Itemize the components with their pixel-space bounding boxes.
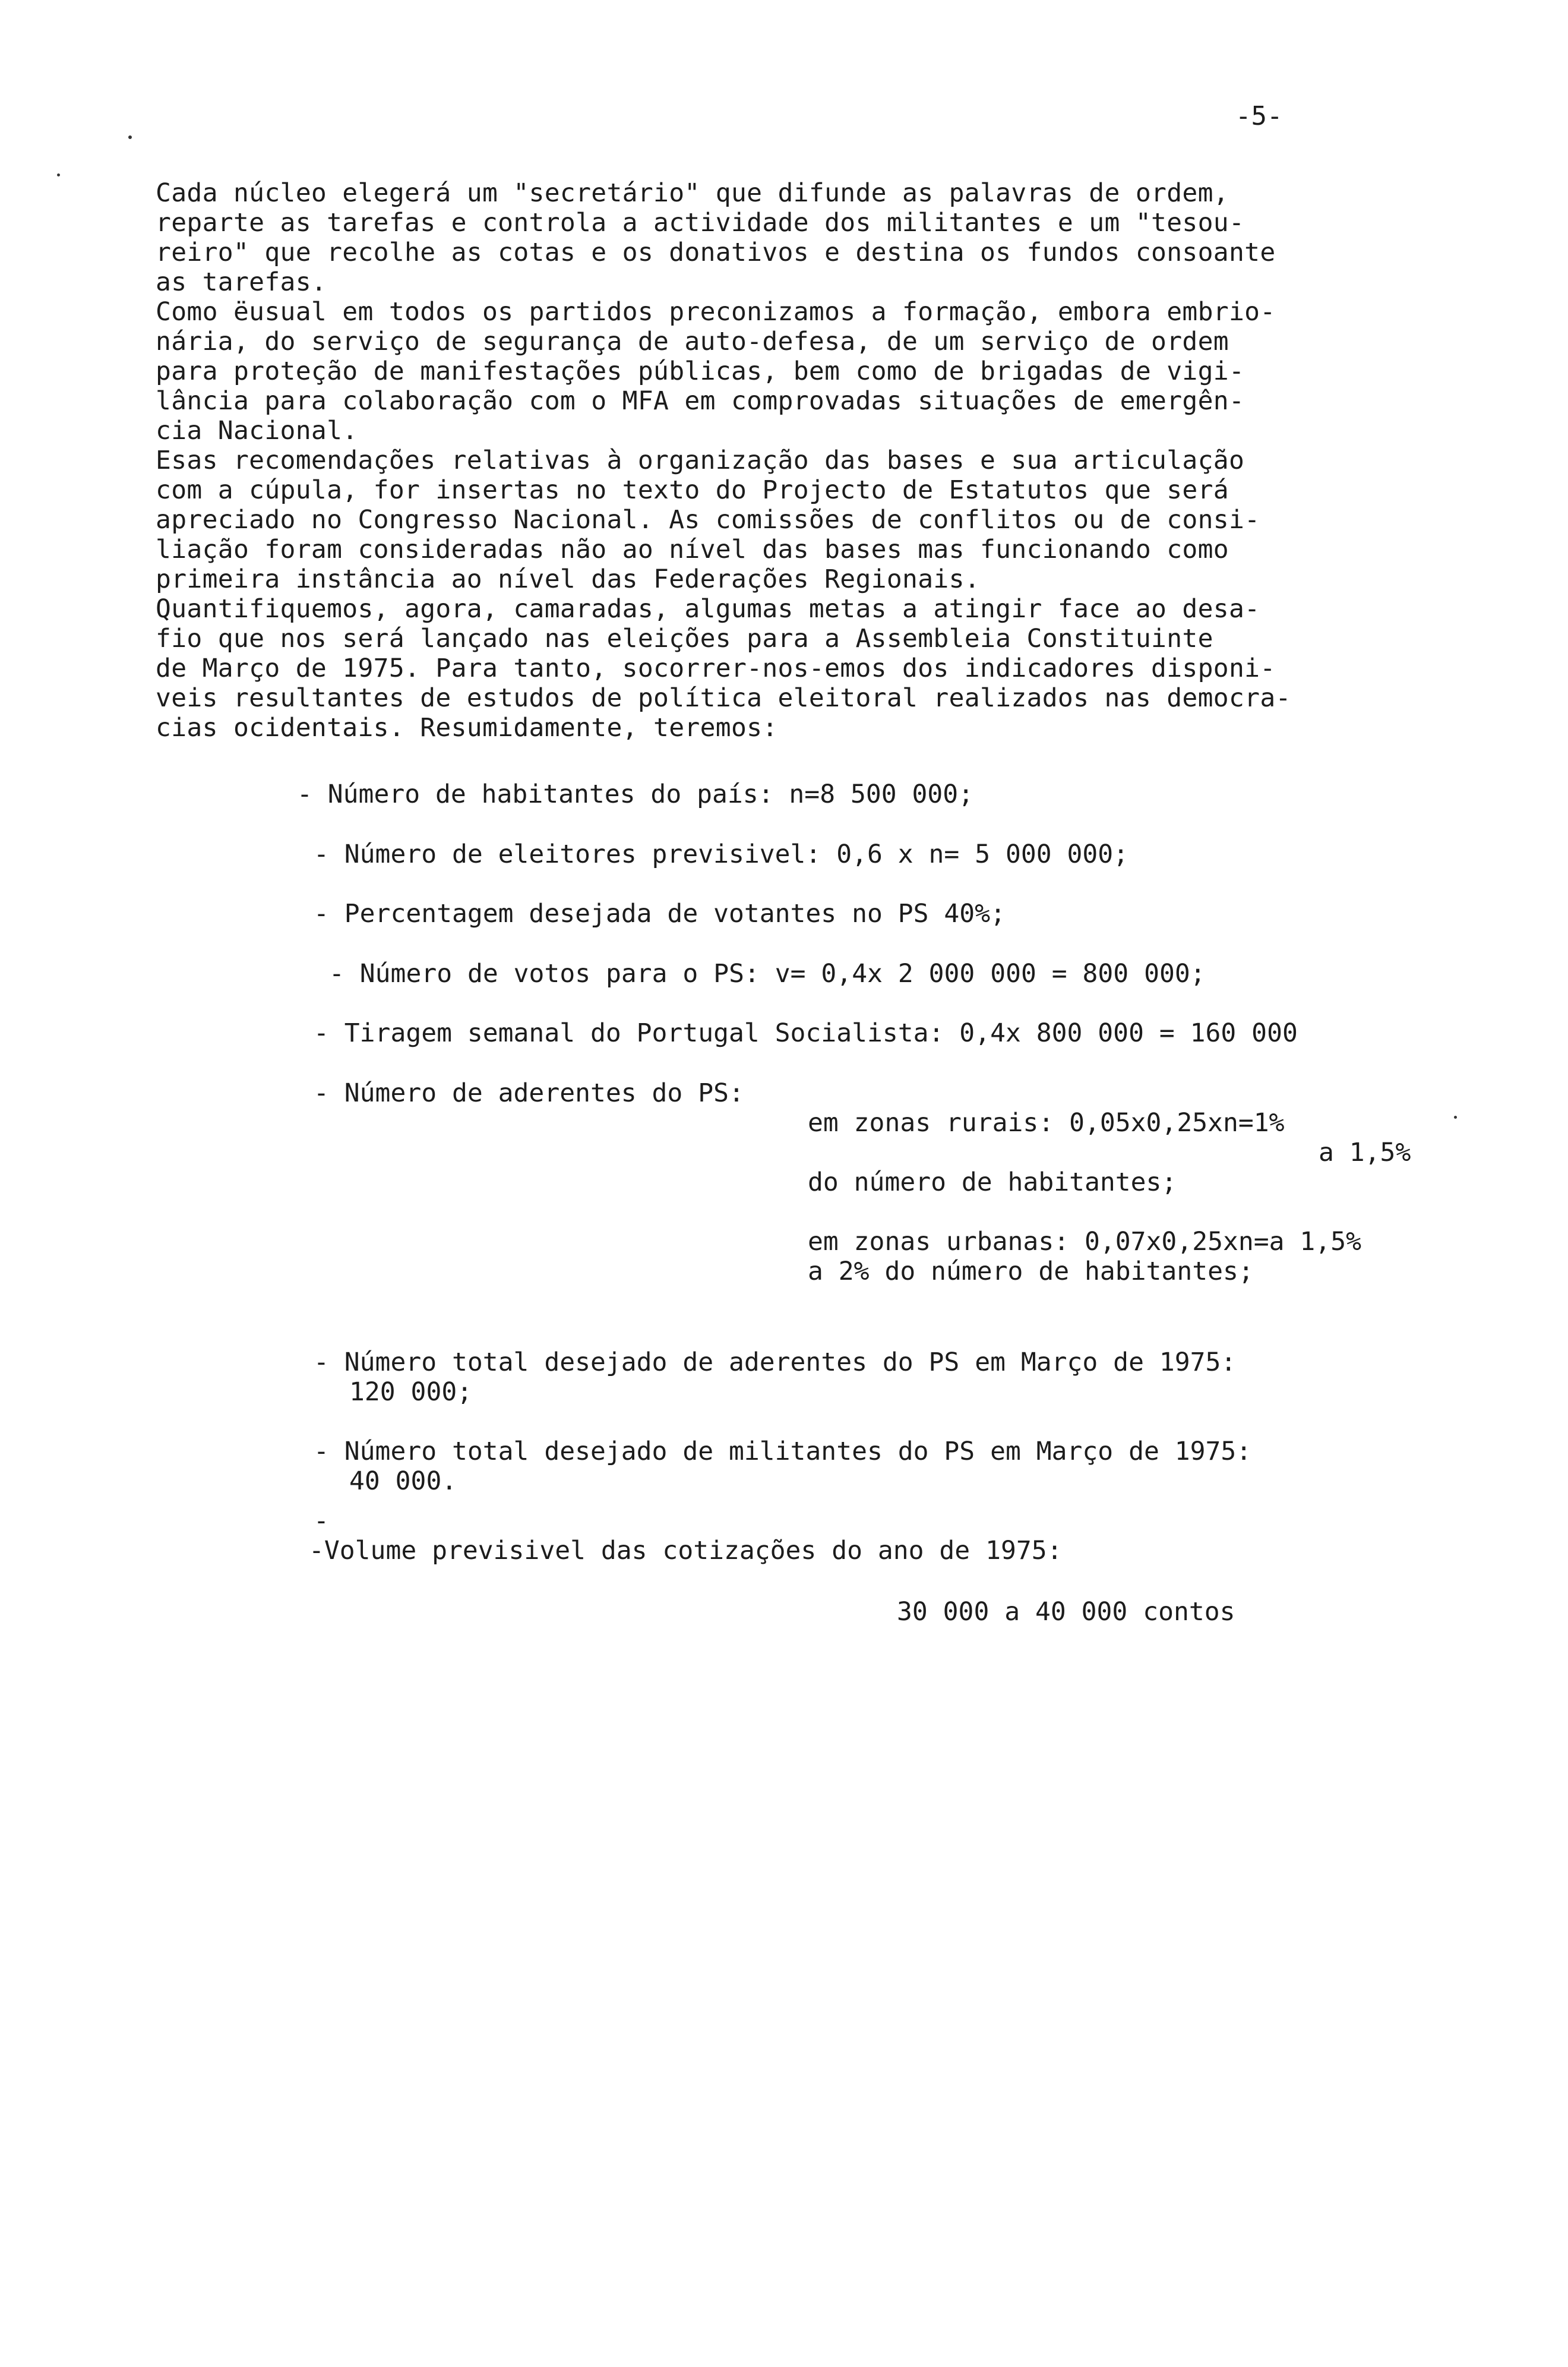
list-item: do número de habitantes; [808,1167,1177,1197]
body-line: liação foram consideradas não ao nível das bases mas funcionando como [156,535,1229,564]
list-item: a 2% do número de habitantes; [808,1257,1254,1286]
page-number: -5- [1235,101,1283,131]
body-line: cia Nacional. [156,416,358,446]
body-line: lância para colaboração com o MFA em comprovadas situações de emergên- [156,386,1245,416]
list-item: 120 000; [349,1377,473,1407]
list-item: - Número total desejado de militantes do PS em Março de 1975: [314,1437,1252,1466]
scan-speck [1454,1116,1457,1119]
body-line: veis resultantes de estudos de política eleitoral realizados nas democra- [156,683,1291,713]
list-item: - Número de aderentes do PS: [314,1078,744,1108]
list-item: - Percentagem desejada de votantes no PS 40%; [314,899,1006,929]
list-item: a 1,5% [1319,1138,1411,1167]
list-item: - Número total desejado de aderentes do PS em Março de 1975: [314,1347,1237,1377]
scan-speck [128,135,132,139]
scan-speck [57,173,60,176]
body-line: nária, do serviço de segurança de auto-defesa, de um serviço de ordem [156,327,1229,356]
body-line: de Março de 1975. Para tanto, socorrer-nos-emos dos indicadores disponi- [156,654,1276,683]
body-line: primeira instância ao nível das Federações Regionais. [156,564,980,594]
list-item: - Número de votos para o PS: v= 0,4x 2 000 000 = 800 000; [329,959,1206,989]
body-line: Quantifiquemos, agora, camaradas, algumas metas a atingir face ao desa- [156,594,1260,624]
body-line: cias ocidentais. Resumidamente, teremos: [156,713,778,743]
body-line: fio que nos será lançado nas eleições para a Assembleia Constituinte [156,624,1213,654]
list-item: - Número de eleitores previsivel: 0,6 x n= 5 000 000; [314,840,1129,869]
list-item: 40 000. [349,1466,457,1496]
list-item: - [314,1506,329,1536]
list-item: -Volume previsivel das cotizações do ano de 1975: [309,1536,1063,1566]
body-line: Cada núcleo elegerá um "secretário" que difunde as palavras de ordem, [156,178,1229,208]
body-line: reiro" que recolhe as cotas e os donativos e destina os fundos consoante [156,238,1276,267]
list-item: - Número de habitantes do país: n=8 500 000; [297,779,974,809]
list-item: - Tiragem semanal do Portugal Socialista: 0,4x 800 000 = 160 000 [314,1018,1298,1048]
body-line: Esas recomendações relativas à organização das bases e sua articulação [156,446,1245,475]
body-line: apreciado no Congresso Nacional. As comissões de conflitos ou de consi- [156,505,1260,535]
list-item: em zonas rurais: 0,05x0,25xn=1% [808,1108,1285,1138]
body-line: para proteção de manifestações públicas, bem como de brigadas de vigi- [156,356,1245,386]
list-item: 30 000 a 40 000 contos [897,1597,1235,1627]
body-line: com a cúpula, for insertas no texto do Projecto de Estatutos que será [156,475,1229,505]
body-line: as tarefas. [156,267,327,297]
body-line: Como ëusual em todos os partidos preconizamos a formação, embora embrio- [156,297,1276,327]
body-line: reparte as tarefas e controla a actividade dos militantes e um "tesou- [156,208,1245,238]
list-item: em zonas urbanas: 0,07x0,25xn=a 1,5% [808,1227,1361,1257]
